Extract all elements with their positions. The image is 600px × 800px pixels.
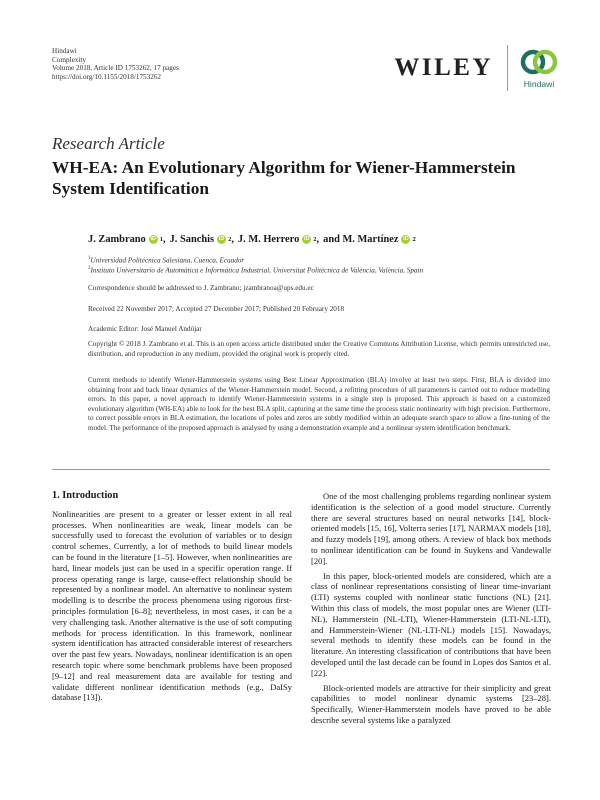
orcid-icon[interactable]: iD (218, 236, 225, 242)
affiliation-mark: 1 (88, 256, 91, 261)
author[interactable] (88, 234, 170, 245)
hindawi-label: Hindawi (523, 79, 555, 89)
publisher-brand (394, 44, 562, 92)
journal-name: Complexity (52, 55, 86, 64)
article-title: WH-EA: An Evolutionary Algorithm for Wiener-Hammerstein System Identification (52, 158, 516, 198)
paragraph: One of the most challenging problems regarding nonlinear system identification is the selection of a good model structure. Currently there are several structures based on neural networks [14], block-oriented models [15, 16], Volterra series [17], NARMAX models [18], and fuzzy models [19], among others. A review of black box methods to nonlinear identification can be found in Suykens and Vandewalle [20]. (311, 491, 551, 566)
brand-divider (507, 45, 508, 91)
author-affiliation-mark: 2 (228, 236, 232, 243)
correspondence: Correspondence should be addressed to J. Zambrano; jzambranoa@ups.edu.ec (88, 284, 314, 292)
author-name: J. Sanchis (169, 234, 215, 245)
author-name: J. M. Herrero (237, 234, 300, 245)
abstract: Current methods to identify Wiener-Hammerstein systems using Best Linear Approximation (BLA) involve at least two steps. First, BLA is divided into obtaining front and back linear dynamics of the Wiener-Hammerstein model. Second, a refitting procedure of all parameters is carried out to reduce modelling errors. In this paper, a novel approach to identify Wiener-Hammerstein systems in a single step is proposed. This approach is based on a customized evolutionary algorithm (WH-EA) able to look for the best BLA split, capturing at the same time the process static nonlinearity with high precision. Furthermore, to correct possible errors in BLA estimation, the locations of poles and zeros are subtly modified within an adequate search space to allow a fine-tuning of the model. The performance of the proposed approach is analysed by using a demonstration example and a nonlinear system identification benchmark. (88, 376, 550, 432)
publication-dates: Received 22 November 2017; Accepted 27 December 2017; Published 20 February 2018 (88, 305, 345, 313)
affiliation-text: Universidad Politécnica Salesiana, Cuenca, Ecuador (90, 256, 245, 265)
journal-meta (52, 47, 179, 81)
affiliation-text: Instituto Universitario de Automática e Informática Industrial, Universitat Politècnica de València, València, Spain (90, 266, 424, 275)
affiliation-1 (88, 256, 244, 264)
affiliation-mark: 2 (88, 266, 91, 271)
left-column (52, 491, 292, 707)
paragraph: In this paper, block-oriented models are considered, which are a class of nonlinear representations consisting of linear time-invariant (LTI) systems coupled with nonlinear static functions (NL) [21]. Within this class of models, the most popular ones are Wiener (LTI-NL), Hammerstein (NL-LTI), Wiener-Hammerstein (LTI-NL-LTI), and Hammerstein-Wiener (NL-LTI-NL) models [15]. Nowadays, several methods to identify these models can be found in the literature. An interesting classification of contributions that have been developed until the last decade can be found in Lopes dos Santos et al. [22]. (311, 570, 551, 678)
paragraph: Nonlinearities are present to a greater or lesser extent in all real processes. When nonlinearities are weak, linear models can be successfully used to forecast the evolution of variables or to design control schemes. Currently, a lot of methods to build linear models can be found in the literature [1–5]. However, when nonlinearities are hard, linear models just can be used in a specific operation range. If process operating range is large, cause-effect relationship should be represented by a nonlinear model. An alternative to nonlinear system modelling is to describe the process phenomena using rigorous first-principles formulation [6–8]; nevertheless, in most cases, it can be a very challenging task. Another alternative is the use of soft computing methods for process identification. In this framework, nonlinear system identification has attracted considerable interest of researchers over the past few years. Nowadays, nonlinear identification is an open research topic where some benchmark problems have been proposed [9–12] and real measurement data are available for testing and validate different nonlinear identification methods (e.g., DaISy database [13]). (52, 508, 292, 703)
academic-editor: Academic Editor: José Manuel Andújar (88, 325, 202, 333)
article-type: Research Article (52, 134, 165, 153)
author-separator: , (316, 234, 320, 245)
paragraph: Block-oriented models are attractive for their simplicity and great capabilities to model nonlinear dynamic systems [23–28]. Specifically, Wiener-Hammerstein models have proved to be able describe several systems like a paralyzed (311, 682, 551, 725)
doi-link[interactable]: https://doi.org/10.1155/2018/1753262 (52, 72, 162, 81)
hindawi-logo (516, 47, 562, 89)
author[interactable] (323, 234, 420, 245)
wiley-logo: WILEY (394, 54, 493, 81)
orcid-icon[interactable]: iD (403, 236, 409, 242)
section-divider (52, 469, 550, 470)
author-affiliation-mark: 2 (313, 236, 317, 243)
right-column (311, 491, 551, 730)
author-affiliation-mark: 2 (412, 236, 416, 243)
author-name: and M. Martínez (323, 234, 399, 245)
author-separator: , (231, 234, 234, 245)
orcid-icon[interactable]: iD (150, 236, 156, 242)
author-list (88, 234, 420, 245)
orcid-icon[interactable]: iD (304, 236, 310, 242)
author-separator: , (162, 234, 166, 245)
author-affiliation-mark: 1 (159, 236, 163, 243)
copyright-notice: Copyright © 2018 J. Zambrano et al. This is an open access article distributed under the Creative Commons Attribution License, which permits unrestricted use, distribution, and reproduction in any medium, provided the original work is properly cited. (88, 340, 550, 358)
section-heading: 1. Introduction (52, 490, 119, 501)
affiliation-2 (88, 266, 423, 274)
hindawi-rings-icon (520, 47, 558, 77)
author[interactable] (238, 234, 323, 245)
author[interactable] (170, 234, 238, 245)
publisher-name: Hindawi (52, 47, 77, 55)
author-name: J. Zambrano (88, 234, 146, 245)
volume-line: Volume 2018, Article ID 1753262, 17 pages (52, 64, 179, 73)
